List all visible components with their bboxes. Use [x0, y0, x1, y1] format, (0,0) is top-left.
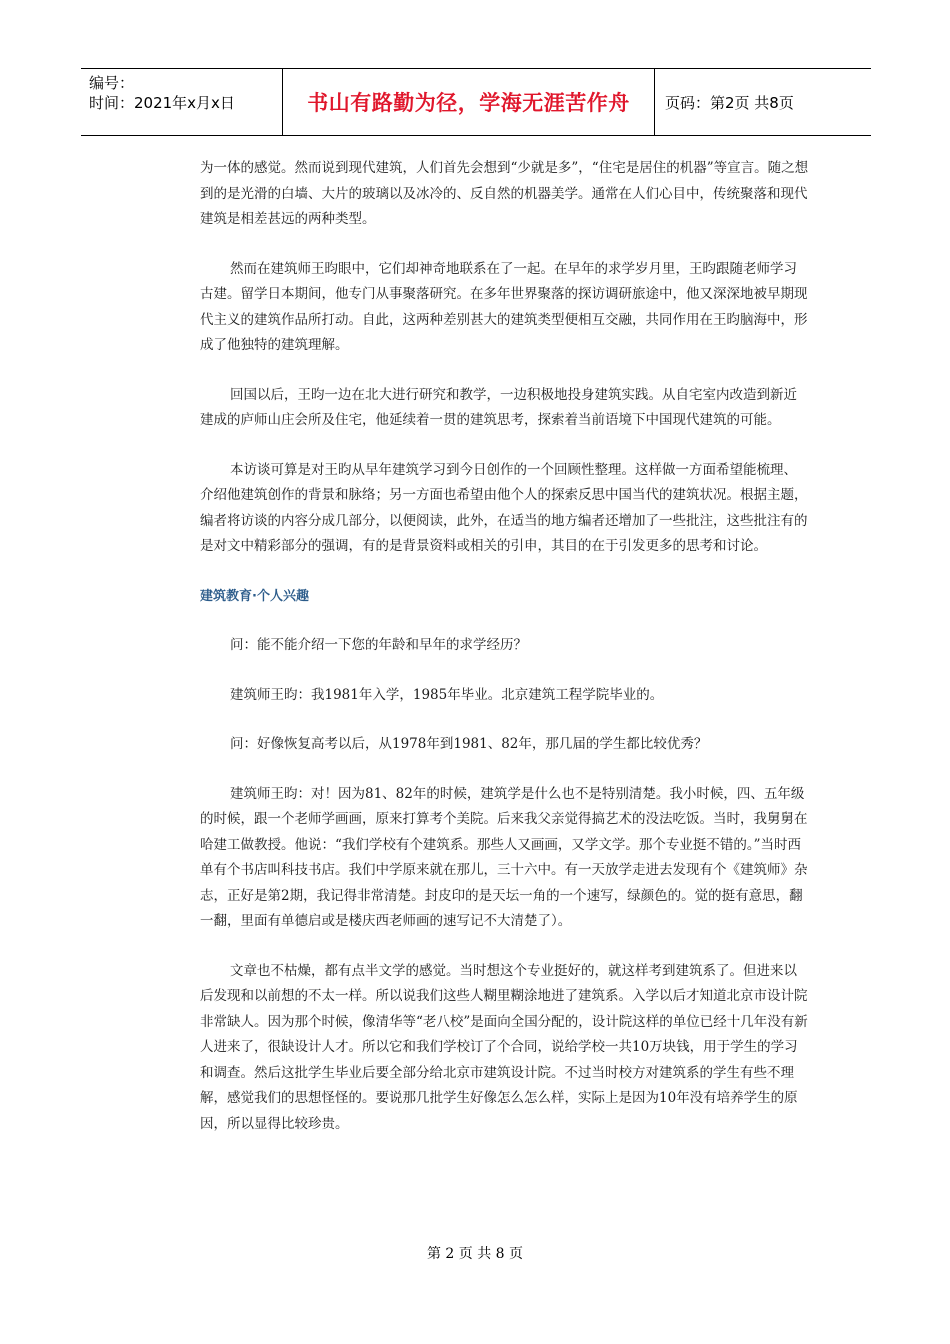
doc-time-label: 时间：2021年x月x日: [89, 94, 235, 112]
paragraph: 本访谈可算是对王昀从早年建筑学习到今日创作的一个回顾性整理。这样做一方面希望能梳理、介绍他建筑创作的背景和脉络；另一方面也希望由他个人的探索反思中国当代的建筑状况。根据主题，编者将访谈的内容分成几部分，以便阅读，此外，在适当的地方编者还增加了一些批注，这些批注有的是对文中精彩部分的强调，有的是背景资料或相关的引申，其目的在于引发更多的思考和讨论。: [200, 461, 808, 554]
page-footer: 第 2 页 共 8 页: [426, 1246, 524, 1262]
dialogue-answer: 建筑师王昀：对！因为81、82年的时候，建筑学是什么也不是特别清楚。我小时候，四、五年级的时候，跟一个老师学画画，原来打算考个美院。后来我父亲觉得搞艺术的没法吃饭。当时，我舅舅在哈建工做教授。他说：“我们学校有个建筑系。那些人又画画，又学文学。那个专业挺不错的。”当时西单有个书店叫科技书店。我们中学原来就在那儿，三十六中。有一天放学走进去发现有个《建筑师》杂志，正好是第2期，我记得非常清楚。封皮印的是天坛一角的一个速写，绿颜色的。觉的挺有意思，翻一翻，里面有单德启或是楼庆西老师画的速写记不大清楚了）。: [200, 785, 808, 929]
header-page-info: 页码：第2页 共8页: [665, 93, 794, 112]
doc-number-label: 编号：: [89, 74, 135, 92]
dialogue-answer-continued: 文章也不枯燥，都有点半文学的感觉。当时想这个专业挺好的，就这样考到建筑系了。但进来以后发现和以前想的不太一样。所以说我们这些人糊里糊涂地进了建筑系。入学以后才知道北京市设计院非常缺人。因为那个时候，像清华等“老八校”是面向全国分配的，设计院这样的单位已经十几年没有新人进来了，很缺设计人才。所以它和我们学校订了个合同，说给学校一共10万块钱，用于学生的学习和调查。然后这批学生毕业后要全部分给北京市建筑设计院。不过当时校方对建筑系的学生有些不理解，感觉我们的思想怪怪的。要说那几批学生好像怎么怎么样，实际上是因为10年没有培养学生的原因，所以显得比较珍贵。: [200, 962, 808, 1132]
page-header: [81, 68, 871, 136]
paragraph: 为一体的感觉。然而说到现代建筑，人们首先会想到“少就是多”，“住宅是居住的机器”等宣言。随之想到的是光滑的白墙、大片的玻璃以及冰冷的、反自然的机器美学。通常在人们心目中，传统聚落和现代建筑是相差甚远的两种类型。: [200, 160, 809, 227]
document-body: [200, 156, 810, 1161]
paragraph: 回国以后，王昀一边在北大进行研究和教学，一边积极地投身建筑实践。从自宅室内改造到新近建成的庐师山庄会所及住宅，他延续着一贯的建筑思考，探索着当前语境下中国现代建筑的可能。: [200, 386, 797, 428]
header-motto: 书山有路勤为径，学海无涯苦作舟: [283, 69, 655, 135]
section-heading: 建筑教育·个人兴趣: [200, 588, 309, 604]
dialogue-question: 问：能不能介绍一下您的年龄和早年的求学经历？: [230, 637, 527, 653]
header-meta: [81, 69, 283, 135]
dialogue-answer: 建筑师王昀：我1981年入学，1985年毕业。北京建筑工程学院毕业的。: [230, 686, 664, 703]
dialogue-question: 问：好像恢复高考以后，从1978年到1981、82年，那几届的学生都比较优秀？: [230, 736, 708, 752]
paragraph: 然而在建筑师王昀眼中，它们却神奇地联系在了一起。在早年的求学岁月里，王昀跟随老师学习古建。留学日本期间，他专门从事聚落研究。在多年世界聚落的探访调研旅途中，他又深深地被早期现代主义的建筑作品所打动。自此，这两种差别甚大的建筑类型便相互交融，共同作用在王昀脑海中，形成了他独特的建筑理解。: [200, 260, 808, 353]
